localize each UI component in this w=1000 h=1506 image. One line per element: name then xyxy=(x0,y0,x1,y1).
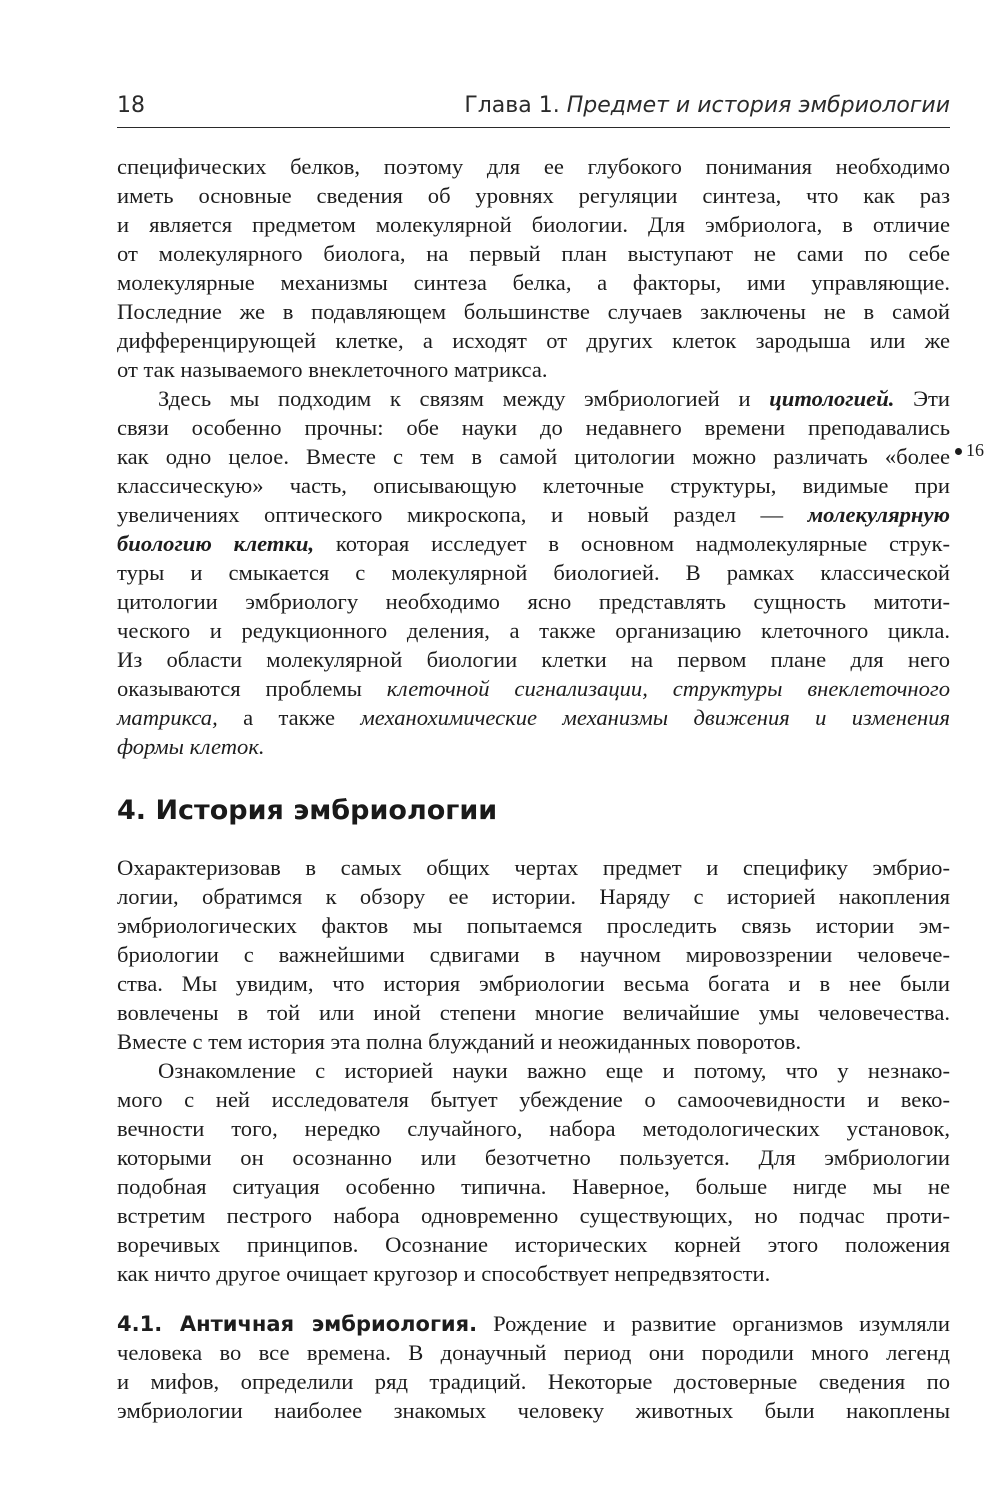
text-line: увеличениях оптического микроскопа, и новый раздел — молекулярную xyxy=(117,502,950,527)
text-line: Последние же в подавляющем большинстве случаев заключены не в самой xyxy=(117,299,950,324)
text-line: оказываются проблемы клеточной сигнализации, структуры внеклеточного xyxy=(117,676,950,701)
text-line: матрикса, а также механохимические механизмы движения и изменения xyxy=(117,705,950,730)
chapter-title: Предмет и история эмбриологии xyxy=(566,93,950,118)
term-cell-biology: биологию клетки, xyxy=(117,531,315,556)
text-line: бриологии с важнейшими сдвигами в научном мировоззрении человече- xyxy=(117,942,950,967)
text-line: встретим пестрого набора одновременно существующих, но подчас проти- xyxy=(117,1203,950,1228)
text-line: связи особенно прочны: обе науки до недавнего времени преподавались xyxy=(117,415,950,440)
bullet-dot-icon xyxy=(955,448,962,455)
text-line: и мифов, определили ряд традиций. Некоторые достоверные сведения по xyxy=(117,1369,950,1394)
text-line: ства. Мы увидим, что история эмбриологии весьма богата и в нее были xyxy=(117,971,950,996)
text-line: Охарактеризовав в самых общих чертах предмет и специфику эмбрио- xyxy=(117,855,950,880)
page-number: 18 xyxy=(117,93,145,118)
text-line: человека во все времена. В донаучный период они породили много легенд xyxy=(117,1340,950,1365)
text-line: дифференцирующей клетке, а исходят от других клеток зародыша или же xyxy=(117,328,950,353)
text-line: и является предметом молекулярной биологии. Для эмбриолога, в отличие xyxy=(117,212,950,237)
section-heading: 4. История эмбриологии xyxy=(117,795,498,826)
text-line: молекулярные механизмы синтеза белка, а факторы, ими управляющие. xyxy=(117,270,950,295)
margin-page-marker: 16 xyxy=(955,440,984,461)
text-line: Вместе с тем история эта полна блужданий и неожиданных поворотов. xyxy=(117,1029,802,1054)
text-line: Здесь мы подходим к связям между эмбриологией и цитологией. Эти xyxy=(158,386,950,411)
text-line: вечности того, нередко случайного, набора методологических установок, xyxy=(117,1116,950,1141)
text-line: иметь основные сведения об уровнях регуляции синтеза, что как раз xyxy=(117,183,950,208)
text-line: как ничто другое очищает кругозор и способствует непредвзятости. xyxy=(117,1261,771,1286)
chapter-label: Глава 1. xyxy=(464,93,560,118)
text-line: классическую» часть, описывающую клеточные структуры, видимые при xyxy=(117,473,950,498)
text-line: цитологии эмбриологу необходимо ясно представлять сущность митоти- xyxy=(117,589,950,614)
text-line: от так называемого внеклеточного матрикса. xyxy=(117,357,548,382)
text-line: которыми он осознанно или безотчетно пользуется. Для эмбриологии xyxy=(117,1145,950,1170)
text-line: эмбриологических фактов мы попытаемся проследить связь истории эм- xyxy=(117,913,950,938)
text-line: ческого и редукционного деления, а также организацию клеточного цикла. xyxy=(117,618,950,643)
text-line: эмбриологии наиболее знакомых человеку животных были накоплены xyxy=(117,1398,950,1423)
text-line: от молекулярного биолога, на первый план выступают не сами по себе xyxy=(117,241,950,266)
text-line: вовлечены в той или иной степени многие величайшие умы человечества. xyxy=(117,1000,950,1025)
text-line: Из области молекулярной биологии клетки на первом плане для него xyxy=(117,647,950,672)
text-line: логии, обратимся к обзору ее истории. Наряду с историей накопления xyxy=(117,884,950,909)
text-line: Ознакомление с историей науки важно еще и потому, что у незнако- xyxy=(158,1058,950,1083)
text-line: как одно целое. Вместе с тем в самой цитологии можно различать «более xyxy=(117,444,950,469)
running-head xyxy=(464,93,950,118)
text-line: мого с ней исследователя бытует убеждение о самоочевидности и веко- xyxy=(117,1087,950,1112)
text-line: специфических белков, поэтому для ее глубокого понимания необходимо xyxy=(117,154,950,179)
running-header xyxy=(117,89,950,128)
text-line: формы клеток. xyxy=(117,734,265,759)
subsection-heading: 4.1. Античная эмбриология. xyxy=(117,1312,478,1336)
term-molecular: молекулярную xyxy=(807,502,950,527)
text-line: биологию клетки, которая исследует в основном надмолекулярные струк- xyxy=(117,531,950,556)
text-line: туры и смыкается с молекулярной биологией. В рамках классической xyxy=(117,560,950,585)
term-cytology: цитологией. xyxy=(769,386,895,411)
text-line: подобная ситуация особенно типична. Наверное, больше нигде мы не xyxy=(117,1174,950,1199)
text-line: 4.1. Античная эмбриология. Рождение и развитие организмов изумляли xyxy=(117,1311,950,1336)
text-line: воречивых принципов. Осознание исторических корней этого положения xyxy=(117,1232,950,1257)
